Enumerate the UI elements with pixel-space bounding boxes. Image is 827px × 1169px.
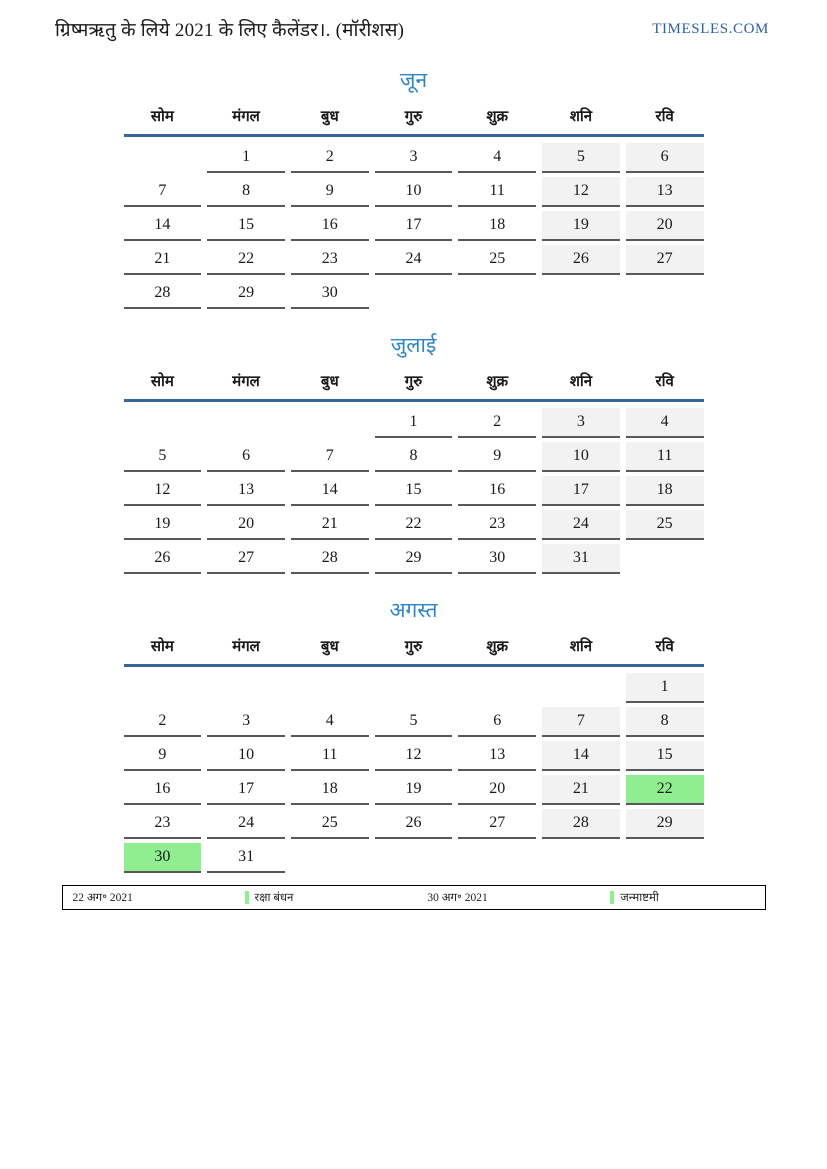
- week-row: [124, 211, 704, 241]
- day-cell: 16: [291, 211, 369, 241]
- day-cell: 4: [458, 143, 536, 173]
- day-cell: 22: [375, 510, 453, 540]
- day-cell: 4: [291, 707, 369, 737]
- week-row: [124, 673, 704, 703]
- day-cell: 16: [124, 775, 202, 805]
- day-cell: 31: [542, 544, 620, 574]
- day-cell: 3: [375, 143, 453, 173]
- day-cell: 7: [291, 442, 369, 472]
- day-cell: 1: [207, 143, 285, 173]
- day-cell: 17: [375, 211, 453, 241]
- day-cell: 6: [458, 707, 536, 737]
- weekday-label: रवि: [655, 109, 674, 125]
- day-cell: 5: [542, 143, 620, 173]
- empty-day-cell: [291, 673, 369, 703]
- day-cell: 17: [207, 775, 285, 805]
- header-rule: [124, 664, 704, 667]
- day-cell: 18: [458, 211, 536, 241]
- day-cell: 26: [375, 809, 453, 839]
- day-cell: 2: [458, 408, 536, 438]
- weekday-header-row: [124, 371, 704, 399]
- empty-day-cell: [124, 143, 202, 173]
- day-cell: 26: [542, 245, 620, 275]
- weekday-header-row: [124, 636, 704, 664]
- week-row: [124, 843, 704, 873]
- day-cell: 10: [375, 177, 453, 207]
- day-cell: 2: [291, 143, 369, 173]
- day-cell: 13: [626, 177, 704, 207]
- week-row: [124, 741, 704, 771]
- day-cell: 14: [291, 476, 369, 506]
- weekday-label: सोम: [150, 374, 174, 390]
- day-cell: 10: [207, 741, 285, 771]
- week-row: [124, 707, 704, 737]
- weekday-label: शनि: [569, 639, 593, 655]
- day-cell: 31: [207, 843, 285, 873]
- legend-event: [610, 890, 764, 905]
- week-row: [124, 809, 704, 839]
- month-section: [124, 596, 704, 873]
- day-cell: 15: [207, 211, 285, 241]
- day-cell: 22: [207, 245, 285, 275]
- holiday-cell: 22: [626, 775, 704, 805]
- weekday-label: सोम: [150, 109, 174, 125]
- day-cell: 21: [124, 245, 202, 275]
- weekday-label: बुध: [320, 639, 339, 655]
- weekday-label: गुरु: [404, 639, 423, 655]
- day-cell: 2: [124, 707, 202, 737]
- day-cell: 6: [207, 442, 285, 472]
- day-cell: 1: [375, 408, 453, 438]
- day-cell: 8: [626, 707, 704, 737]
- day-cell: 12: [124, 476, 202, 506]
- day-cell: 29: [626, 809, 704, 839]
- day-cell: 20: [626, 211, 704, 241]
- empty-day-cell: [291, 408, 369, 438]
- day-cell: 28: [542, 809, 620, 839]
- empty-day-cell: [542, 279, 620, 309]
- empty-day-cell: [458, 279, 536, 309]
- empty-day-cell: [542, 673, 620, 703]
- empty-day-cell: [124, 673, 202, 703]
- week-row: [124, 177, 704, 207]
- day-cell: 15: [375, 476, 453, 506]
- day-cell: 30: [458, 544, 536, 574]
- day-cell: 5: [375, 707, 453, 737]
- empty-day-cell: [542, 843, 620, 873]
- day-cell: 16: [458, 476, 536, 506]
- day-cell: 13: [207, 476, 285, 506]
- weekday-label: शनि: [569, 374, 593, 390]
- day-cell: 19: [375, 775, 453, 805]
- legend-box: [62, 885, 766, 910]
- empty-day-cell: [375, 279, 453, 309]
- month-title: जुलाई: [390, 333, 437, 357]
- weekday-label: मंगल: [232, 639, 260, 655]
- day-cell: 27: [458, 809, 536, 839]
- day-cell: 3: [542, 408, 620, 438]
- weekday-label: मंगल: [232, 109, 260, 125]
- day-cell: 13: [458, 741, 536, 771]
- day-cell: 24: [375, 245, 453, 275]
- holiday-marker-icon: [610, 891, 614, 904]
- legend-date: 30 अग॰ 2021: [427, 892, 488, 904]
- holiday-marker-icon: [245, 891, 249, 904]
- day-cell: 14: [124, 211, 202, 241]
- day-cell: 17: [542, 476, 620, 506]
- day-cell: 30: [291, 279, 369, 309]
- day-cell: 9: [124, 741, 202, 771]
- weekday-label: बुध: [320, 109, 339, 125]
- day-cell: 9: [458, 442, 536, 472]
- weekday-label: रवि: [655, 374, 674, 390]
- day-cell: 5: [124, 442, 202, 472]
- day-cell: 18: [626, 476, 704, 506]
- page-header: [0, 0, 827, 42]
- weekday-label: बुध: [320, 374, 339, 390]
- week-row: [124, 245, 704, 275]
- day-cell: 27: [207, 544, 285, 574]
- day-cell: 27: [626, 245, 704, 275]
- week-row: [124, 143, 704, 173]
- site-logo-link[interactable]: TIMESLES.COM: [652, 21, 769, 37]
- weekday-label: गुरु: [404, 374, 423, 390]
- day-cell: 8: [207, 177, 285, 207]
- day-cell: 19: [542, 211, 620, 241]
- legend-event-label: रक्षा बंधन: [254, 892, 294, 904]
- day-cell: 29: [207, 279, 285, 309]
- empty-day-cell: [124, 408, 202, 438]
- empty-day-cell: [626, 544, 704, 574]
- day-cell: 6: [626, 143, 704, 173]
- day-cell: 29: [375, 544, 453, 574]
- day-cell: 8: [375, 442, 453, 472]
- day-cell: 20: [458, 775, 536, 805]
- empty-day-cell: [207, 673, 285, 703]
- week-row: [124, 279, 704, 309]
- day-cell: 25: [291, 809, 369, 839]
- empty-day-cell: [458, 673, 536, 703]
- day-cell: 11: [458, 177, 536, 207]
- weekday-label: शुक्र: [486, 374, 509, 390]
- day-cell: 7: [542, 707, 620, 737]
- day-cell: 26: [124, 544, 202, 574]
- day-cell: 18: [291, 775, 369, 805]
- month-section: [124, 66, 704, 309]
- header-rule: [124, 134, 704, 137]
- empty-day-cell: [626, 843, 704, 873]
- empty-day-cell: [291, 843, 369, 873]
- legend-date: 22 अग॰ 2021: [72, 892, 133, 904]
- day-cell: 21: [291, 510, 369, 540]
- day-cell: 25: [458, 245, 536, 275]
- day-cell: 4: [626, 408, 704, 438]
- weekday-label: शनि: [569, 109, 593, 125]
- day-cell: 28: [291, 544, 369, 574]
- holiday-cell: 30: [124, 843, 202, 873]
- week-row: [124, 775, 704, 805]
- day-cell: 28: [124, 279, 202, 309]
- week-row: [124, 408, 704, 438]
- day-cell: 19: [124, 510, 202, 540]
- page-title: ग्रिष्मऋतु के लिये 2021 के लिए कैलेंडर।. (मॉरीशस): [55, 20, 405, 41]
- day-cell: 14: [542, 741, 620, 771]
- legend-event-label: जन्माष्टमी: [620, 892, 659, 904]
- week-row: [124, 544, 704, 574]
- day-cell: 3: [207, 707, 285, 737]
- day-cell: 23: [124, 809, 202, 839]
- month-section: [124, 331, 704, 574]
- empty-day-cell: [458, 843, 536, 873]
- day-cell: 21: [542, 775, 620, 805]
- empty-day-cell: [207, 408, 285, 438]
- empty-day-cell: [375, 673, 453, 703]
- weekday-label: मंगल: [232, 374, 260, 390]
- day-cell: 23: [458, 510, 536, 540]
- day-cell: 24: [542, 510, 620, 540]
- day-cell: 25: [626, 510, 704, 540]
- legend-event: [245, 890, 418, 905]
- week-row: [124, 510, 704, 540]
- day-cell: 7: [124, 177, 202, 207]
- weekday-label: रवि: [655, 639, 674, 655]
- day-cell: 1: [626, 673, 704, 703]
- day-cell: 12: [375, 741, 453, 771]
- month-title: अगस्त: [389, 598, 438, 622]
- day-cell: 24: [207, 809, 285, 839]
- day-cell: 9: [291, 177, 369, 207]
- day-cell: 12: [542, 177, 620, 207]
- week-row: [124, 442, 704, 472]
- day-cell: 15: [626, 741, 704, 771]
- header-rule: [124, 399, 704, 402]
- day-cell: 20: [207, 510, 285, 540]
- day-cell: 23: [291, 245, 369, 275]
- day-cell: 10: [542, 442, 620, 472]
- week-row: [124, 476, 704, 506]
- empty-day-cell: [626, 279, 704, 309]
- empty-day-cell: [375, 843, 453, 873]
- day-cell: 11: [291, 741, 369, 771]
- weekday-label: गुरु: [404, 109, 423, 125]
- month-title: जून: [399, 68, 428, 92]
- months-container: [124, 66, 704, 873]
- weekday-label: शुक्र: [486, 639, 509, 655]
- weekday-label: सोम: [150, 639, 174, 655]
- day-cell: 11: [626, 442, 704, 472]
- weekday-label: शुक्र: [486, 109, 509, 125]
- weekday-header-row: [124, 106, 704, 134]
